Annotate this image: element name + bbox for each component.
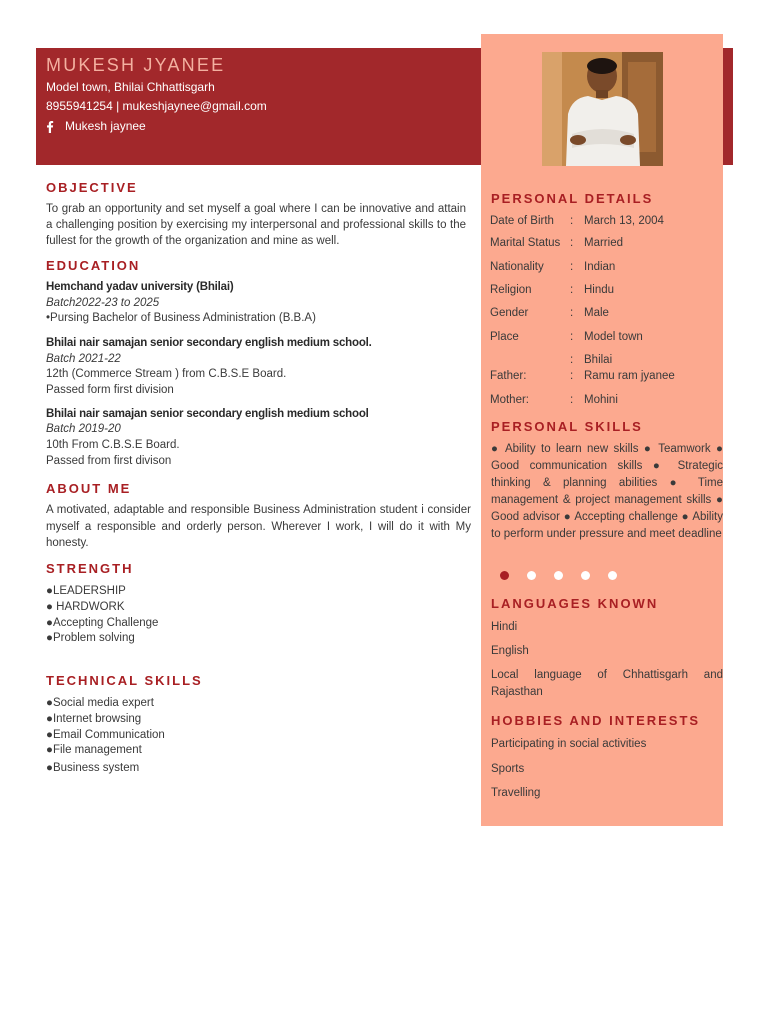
- address: Model town, Bhilai Chhattisgarh: [46, 80, 215, 94]
- education-detail: 10th From C.B.S.E Board.: [46, 439, 180, 451]
- hobbies-heading: HOBBIES AND INTERESTS: [491, 713, 701, 728]
- objective-text: To grab an opportunity and set myself a goal where I can be innovative and attain a challenging position by exercising my interpersonal and professional skills to the fullest for the growth of the organization and mine as well.: [46, 203, 466, 247]
- technical-item: ●File management: [46, 744, 142, 756]
- personal-details-heading: PERSONAL DETAILS: [491, 191, 654, 206]
- detail-label: Mother:: [490, 394, 529, 406]
- education-batch: Batch 2021-22: [46, 353, 121, 365]
- education-detail: 12th (Commerce Stream ) from C.B.S.E Board.: [46, 368, 287, 380]
- detail-value: Indian: [584, 261, 616, 273]
- about-heading: ABOUT ME: [46, 481, 132, 496]
- carousel-dot[interactable]: [527, 571, 536, 580]
- detail-colon: :: [570, 370, 574, 382]
- detail-colon: :: [570, 354, 574, 366]
- carousel-dot-active[interactable]: [500, 571, 509, 580]
- education-batch: Batch 2019-20: [46, 423, 121, 435]
- strength-item: ●Accepting Challenge: [46, 617, 159, 629]
- technical-item: ●Email Communication: [46, 729, 165, 741]
- technical-item: ●Business system: [46, 762, 140, 774]
- detail-colon: :: [570, 394, 574, 406]
- strength-item: ● HARDWORK: [46, 601, 125, 613]
- detail-value: Bhilai: [584, 354, 613, 366]
- detail-value: Hindu: [584, 284, 615, 296]
- technical-item: ●Internet browsing: [46, 713, 142, 725]
- strength-item: ●LEADERSHIP: [46, 585, 126, 597]
- candidate-name: MUKESH JYANEE: [46, 55, 226, 75]
- detail-value: Male: [584, 307, 609, 319]
- about-text: A motivated, adaptable and responsible Business Administration student i consider myself a responsible and orderly person. Wherever I work, I will do it with My honesty.: [46, 504, 471, 549]
- education-school: Bhilai nair samajan senior secondary english medium school.: [46, 337, 372, 349]
- detail-label: Date of Birth: [490, 215, 554, 227]
- education-heading: EDUCATION: [46, 258, 141, 273]
- education-detail: Passed from first divison: [46, 455, 172, 467]
- technical-heading: TECHNICAL SKILLS: [46, 673, 203, 688]
- education-school: Hemchand yadav university (Bhilai): [46, 281, 234, 293]
- detail-value: March 13, 2004: [584, 215, 664, 227]
- detail-colon: :: [570, 331, 574, 343]
- personal-skills-text: ● Ability to learn new skills ● Teamwork ● Good communication skills ● Strategic thinking & planning abilities ● Time management & project management skills ● Good advisor ● Accepting challenge ● Ability to perform under pressure and meet deadline: [491, 443, 723, 540]
- hobby-item: Travelling: [491, 787, 541, 799]
- profile-photo: [542, 52, 663, 166]
- detail-label: Gender: [490, 307, 529, 319]
- hobby-item: Participating in social activities: [491, 738, 647, 750]
- facebook-icon: [46, 121, 54, 133]
- education-batch: Batch2022-23 to 2025: [46, 297, 160, 309]
- detail-label: Father:: [490, 370, 527, 382]
- detail-label: Religion: [490, 284, 532, 296]
- detail-colon: :: [570, 237, 574, 249]
- detail-value: Married: [584, 237, 623, 249]
- detail-colon: :: [570, 261, 574, 273]
- detail-value: Mohini: [584, 394, 618, 406]
- languages-heading: LANGUAGES KNOWN: [491, 596, 659, 611]
- objective-heading: OBJECTIVE: [46, 180, 138, 195]
- detail-value: Model town: [584, 331, 643, 343]
- education-detail: Passed form first division: [46, 384, 174, 396]
- strength-heading: STRENGTH: [46, 561, 134, 576]
- contact-line: 8955941254 | mukeshjaynee@gmail.com: [46, 99, 267, 113]
- detail-label: Marital Status: [490, 237, 561, 249]
- carousel-dot[interactable]: [554, 571, 563, 580]
- detail-colon: :: [570, 284, 574, 296]
- language-item: English: [491, 645, 529, 657]
- strength-item: ●Problem solving: [46, 632, 135, 644]
- language-item: Local language of Chhattisgarh and Rajasthan: [491, 669, 723, 698]
- education-detail: •Pursing Bachelor of Business Administration (B.B.A): [46, 312, 316, 324]
- detail-colon: :: [570, 215, 574, 227]
- detail-label: Place: [490, 331, 519, 343]
- education-school: Bhilai nair samajan senior secondary english medium school: [46, 408, 369, 420]
- detail-value: Ramu ram jyanee: [584, 370, 675, 382]
- personal-skills-heading: PERSONAL SKILLS: [491, 419, 643, 434]
- detail-label: Nationality: [490, 261, 544, 273]
- language-item: Hindi: [491, 621, 518, 633]
- technical-item: ●Social media expert: [46, 697, 154, 709]
- facebook-link[interactable]: Mukesh jaynee: [65, 119, 146, 133]
- detail-colon: :: [570, 307, 574, 319]
- carousel-dot[interactable]: [581, 571, 590, 580]
- carousel-dot[interactable]: [608, 571, 617, 580]
- hobby-item: Sports: [491, 763, 525, 775]
